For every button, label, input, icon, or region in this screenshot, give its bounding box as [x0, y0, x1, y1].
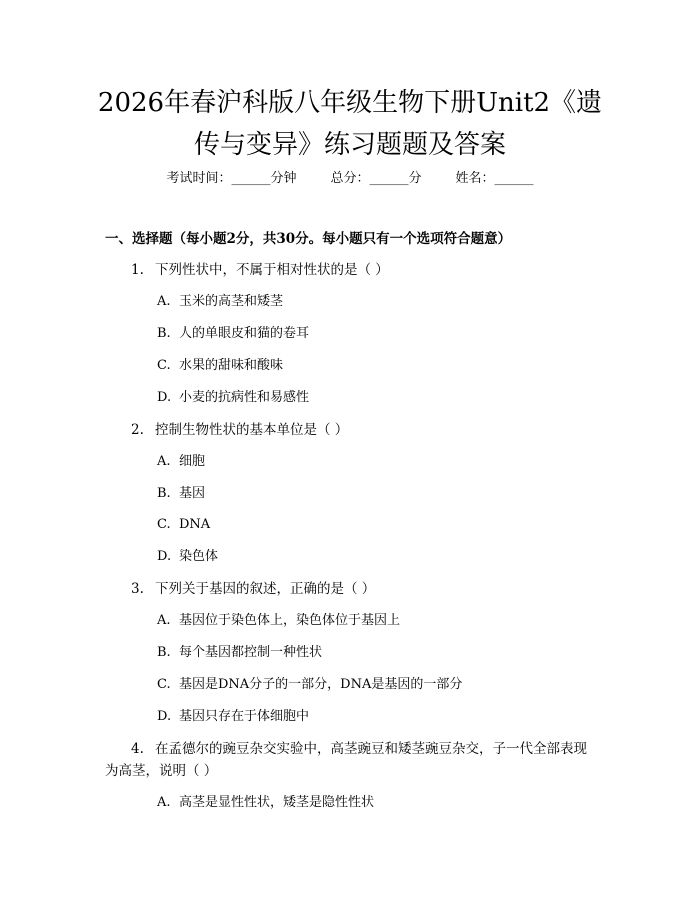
exam-score: 总分：______分 [330, 171, 422, 186]
question-number: 4. [131, 741, 144, 757]
option-text: 基因位于染色体上，染色体位于基因上 [179, 613, 401, 628]
title-line-2: 传与变异》练习题题及答案 [193, 130, 506, 160]
question-number: 3. [131, 581, 144, 597]
option-letter: C. [157, 677, 171, 692]
question-text: 下列性状中，不属于相对性状的是（ ） [155, 262, 389, 278]
option-3d [157, 708, 309, 726]
question-3 [131, 580, 375, 598]
question-text: 控制生物性状的基本单位是（ ） [155, 422, 349, 438]
option-letter: B. [157, 645, 171, 660]
question-1 [131, 261, 389, 279]
option-letter: A. [157, 795, 171, 810]
section-heading: 一、选择题（每小题2分，共30分。每小题只有一个选项符合题意） [105, 231, 512, 247]
option-text: 水果的甜味和酸味 [179, 358, 284, 373]
option-3c [157, 676, 462, 694]
option-text: 人的单眼皮和猫的卷耳 [179, 326, 310, 341]
option-text: 细胞 [179, 454, 206, 469]
option-letter: B. [157, 486, 171, 501]
option-2d [157, 548, 218, 566]
option-text: 基因是DNA分子的一部分，DNA是基因的一部分 [179, 677, 463, 692]
option-letter: C. [157, 517, 171, 532]
option-3a [157, 612, 400, 630]
exam-meta [0, 170, 700, 188]
question-number: 2. [131, 422, 144, 438]
option-letter: A. [157, 294, 171, 309]
question-number: 1. [131, 262, 144, 278]
option-2c [157, 516, 210, 534]
option-3b [157, 644, 322, 662]
question-text: 下列关于基因的叙述，正确的是（ ） [155, 581, 376, 597]
question-text: 在孟德尔的豌豆杂交实验中，高茎豌豆和矮茎豌豆杂交，子一代全部表现 [155, 741, 587, 757]
option-text: 高茎是显性性状，矮茎是隐性性状 [179, 795, 375, 810]
option-letter: D. [157, 390, 172, 405]
option-letter: B. [157, 326, 171, 341]
document-title [60, 82, 640, 166]
option-letter: C. [157, 358, 171, 373]
title-line-1: 2026年春沪科版八年级生物下册Unit2《遗 [97, 88, 603, 118]
option-1c [157, 357, 283, 375]
option-text: 小麦的抗病性和易感性 [179, 390, 310, 405]
option-text: 玉米的高茎和矮茎 [179, 294, 284, 309]
option-text: 基因只存在于体细胞中 [179, 709, 310, 724]
question-4-line-1 [131, 740, 587, 758]
option-text: DNA [179, 517, 211, 532]
option-text: 染色体 [179, 549, 219, 564]
option-text: 基因 [179, 486, 206, 501]
option-letter: D. [157, 549, 172, 564]
question-4-line-2 [105, 762, 217, 780]
question-text-continued: 为高茎，说明（ ） [105, 763, 218, 779]
option-text: 每个基因都控制一种性状 [179, 645, 323, 660]
option-letter: A. [157, 454, 171, 469]
option-letter: A. [157, 613, 171, 628]
question-2 [131, 421, 348, 439]
exam-time: 考试时间：______分钟 [166, 171, 297, 186]
option-letter: D. [157, 709, 172, 724]
exam-name: 姓名：______ [455, 171, 534, 186]
option-2a [157, 453, 205, 471]
option-1d [157, 389, 309, 407]
option-2b [157, 485, 205, 503]
option-1b [157, 325, 309, 343]
option-1a [157, 293, 283, 311]
option-4a [157, 794, 374, 812]
